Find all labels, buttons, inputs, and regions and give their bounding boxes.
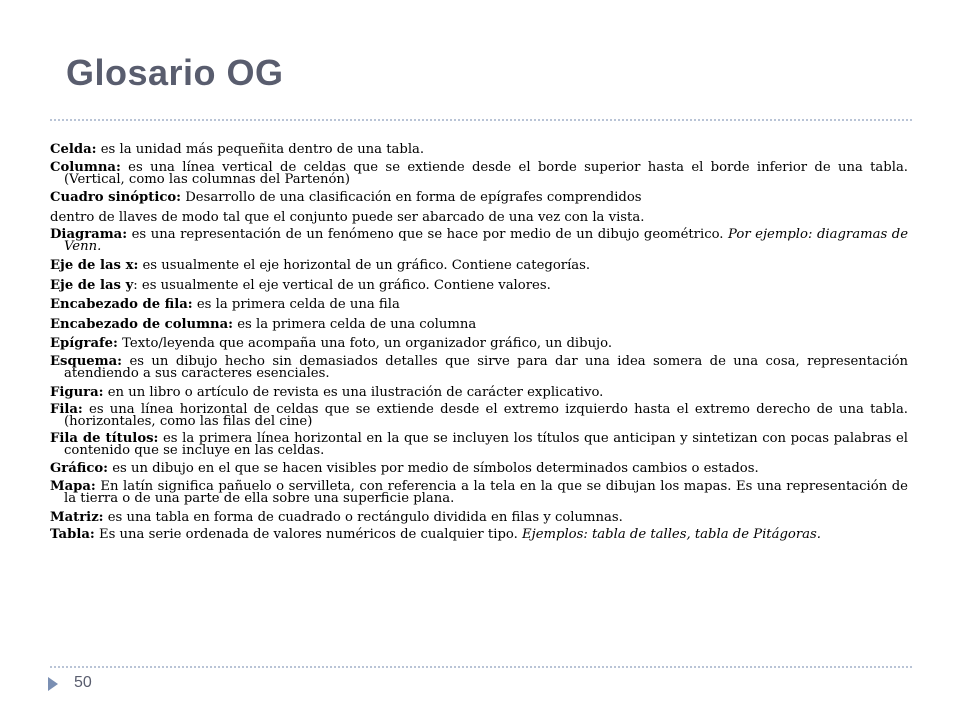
entry-term: Eje de las x: bbox=[50, 257, 139, 273]
glossary-entry-celda bbox=[50, 142, 908, 157]
entry-definition: Es una serie ordenada de valores numéricos de cualquier tipo. bbox=[94, 527, 522, 543]
entry-term: Cuadro sinóptico: bbox=[50, 190, 182, 206]
entry-term: Gráfico: bbox=[50, 461, 109, 477]
glossary-entry-figura bbox=[50, 385, 908, 400]
glossary-entry-fila bbox=[50, 404, 908, 428]
glossary-entry-diagrama bbox=[50, 229, 908, 253]
entry-term: Tabla: bbox=[50, 527, 95, 543]
entry-term: Columna: bbox=[50, 159, 121, 175]
entry-term: Figura: bbox=[50, 384, 104, 400]
entry-definition: es un dibujo hecho sin demasiados detalles que sirve para dar una idea somera de una cosa, representación atendiendo a sus caracteres esenciales. bbox=[64, 353, 908, 381]
glossary-entry-tabla bbox=[50, 529, 908, 541]
entry-definition: dentro de llaves de modo tal que el conjunto puede ser abarcado de una vez con la vista. bbox=[50, 209, 645, 225]
entry-definition: Desarrollo de una clasificación en forma de epígrafes comprendidos bbox=[181, 190, 642, 206]
entry-definition: es la unidad más pequeñita dentro de una tabla. bbox=[96, 142, 425, 157]
entry-example: Ejemplos: tabla de talles, tabla de Pitágoras. bbox=[521, 527, 821, 543]
entry-definition: es una línea horizontal de celdas que se extiende desde el extremo izquierdo hasta el extremo derecho de una tabla. (horizontales, como las filas del cine) bbox=[64, 402, 908, 430]
entry-term: Encabezado de fila: bbox=[50, 297, 193, 313]
glossary-entry-epigrafe bbox=[50, 336, 908, 351]
bullet-arrow-icon bbox=[48, 677, 58, 691]
entry-term: Celda: bbox=[50, 142, 97, 157]
page-title: Glosario OG bbox=[66, 52, 284, 93]
entry-term: Mapa: bbox=[50, 478, 96, 494]
entry-definition: es una representación de un fenómeno que se hace por medio de un dibujo geométrico. bbox=[127, 227, 729, 243]
entry-definition: : es usualmente el eje vertical de un gráfico. Contiene valores. bbox=[133, 277, 551, 293]
glossary-entry-matriz bbox=[50, 510, 908, 525]
entry-definition: es una tabla en forma de cuadrado o rectángulo dividida en filas y columnas. bbox=[103, 509, 623, 525]
entry-example: Por ejemplo: diagramas de Venn. bbox=[64, 227, 908, 255]
glossary-entry-cuadro-sinoptico bbox=[50, 190, 908, 205]
glossary-list bbox=[50, 142, 908, 546]
entry-term: Eje de las y bbox=[50, 277, 134, 293]
glossary-entry-eje-x bbox=[50, 258, 908, 273]
entry-definition: es un dibujo en el que se hacen visibles por medio de símbolos determinados cambios o estados. bbox=[108, 461, 759, 477]
glossary-entry-mapa bbox=[50, 478, 908, 506]
glossary-entry-grafico bbox=[50, 461, 908, 476]
entry-definition: es la primera línea horizontal en la que se incluyen los títulos que anticipan y sintetizan con pocas palabras el contenido que se incluye en las celdas. bbox=[64, 430, 908, 458]
bottom-divider bbox=[50, 666, 912, 668]
glossary-entry-columna bbox=[50, 159, 908, 187]
entry-term: Epígrafe: bbox=[50, 336, 118, 352]
glossary-entry-esquema bbox=[50, 353, 908, 381]
entry-definition: es la primera celda de una columna bbox=[233, 316, 477, 332]
glossary-entry-fila-titulos bbox=[50, 430, 908, 458]
entry-definition: En latín significa pañuelo o servilleta, con referencia a la tela en la que se dibujan los mapas. Es una representación de la tierra o de una parte de ella sobre una superficie plana. bbox=[64, 478, 908, 506]
entry-definition: es la primera celda de una fila bbox=[192, 297, 400, 313]
entry-definition: Texto/leyenda que acompaña una foto, un organizador gráfico, un dibujo. bbox=[117, 336, 613, 352]
page-number: 50 bbox=[74, 674, 92, 691]
glossary-entry-encabezado-columna bbox=[50, 317, 908, 332]
entry-definition: es una línea vertical de celdas que se extiende desde el borde superior hasta el borde inferior de una tabla. (Vertical, como las columnas del Partenón) bbox=[64, 159, 908, 187]
entry-term: Fila: bbox=[50, 402, 83, 418]
glossary-entry-eje-y bbox=[50, 278, 908, 293]
entry-term: Esquema: bbox=[50, 353, 123, 369]
entry-term: Fila de títulos: bbox=[50, 430, 159, 446]
glossary-entry-cuadro-sinoptico-cont bbox=[50, 210, 908, 225]
entry-definition: es usualmente el eje horizontal de un gráfico. Contiene categorías. bbox=[138, 257, 591, 273]
entry-definition: en un libro o artículo de revista es una ilustración de carácter explicativo. bbox=[103, 384, 604, 400]
entry-term: Encabezado de columna: bbox=[50, 316, 234, 332]
entry-term: Matriz: bbox=[50, 509, 104, 525]
entry-term: Diagrama: bbox=[50, 227, 128, 243]
top-divider bbox=[50, 119, 912, 121]
glossary-entry-encabezado-fila bbox=[50, 297, 908, 312]
